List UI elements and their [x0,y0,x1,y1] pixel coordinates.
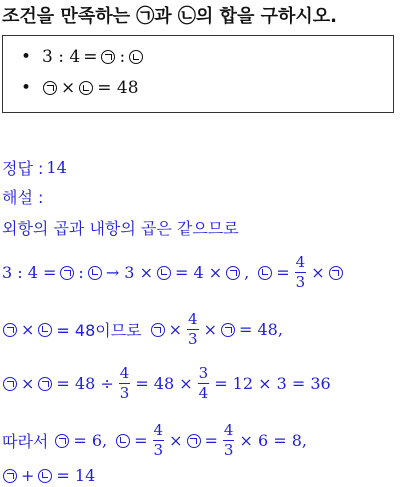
times: × [169,431,183,450]
equals-48-text: = 48이므로 [56,321,142,340]
circled-nieun-icon [88,266,102,280]
condition-1 [21,47,144,67]
equals: = [276,263,290,282]
circled-nieun-icon [157,266,171,280]
fraction-4-3 [119,366,131,401]
colon: : [78,263,84,282]
denominator: 3 [153,441,164,459]
equals-6: = 6, [73,431,108,450]
denominator: 3 [295,273,306,291]
ratio-left: 3 : 4 [42,47,81,67]
question-text: 조건을 만족하는 ㉠과 ㉡의 합을 구하시오. [2,6,337,27]
comma: , [244,263,250,282]
circled-giyeok-icon [43,81,57,95]
circled-nieun-icon [116,434,130,448]
circled-giyeok-icon [55,434,69,448]
circled-giyeok-icon [3,323,17,337]
result-36: = 12 × 3 = 36 [214,374,331,393]
circled-giyeok-icon [3,377,17,391]
equals: = [204,431,218,450]
numerator: 3 [198,364,209,382]
multiply-step: = 48 × [135,374,193,393]
times: × [203,320,217,339]
answer-label: 정답 : [2,159,44,178]
circled-giyeok-icon [329,266,343,280]
arrow-step: → 3 × [105,263,153,282]
times: × [168,320,183,339]
explanation-line-5 [2,423,307,458]
fraction-4-3 [295,255,307,290]
circled-giyeok-icon [187,434,201,448]
circled-nieun-icon [38,323,52,337]
result-8: × 6 = 8, [239,431,307,450]
divide-step: = 48 ÷ [56,374,114,393]
denominator: 4 [198,384,209,402]
times: × [61,78,76,98]
explanation-line-1: 외항의 곱과 내항의 곱은 같으므로 [2,219,239,238]
explanation-line-4 [2,366,331,401]
sum-14: = 14 [56,466,96,485]
answer-line [2,156,67,179]
equals-48: = 48 [97,78,139,98]
denominator: 3 [119,384,130,402]
circled-giyeok-icon [60,266,74,280]
answer-value: 14 [46,158,67,177]
denominator: 3 [223,441,234,459]
therefore-label: 따라서 [2,432,49,451]
equals-step: = 4 × [174,263,223,282]
explanation-line-3 [2,312,283,347]
explanation-label: 해설 : [2,188,44,207]
circled-nieun-icon [258,266,272,280]
plus: + [21,466,35,485]
equals: = [134,431,148,450]
equals: = [83,47,98,67]
circled-giyeok-icon [101,50,115,64]
explanation-line-2 [2,255,344,290]
circled-nieun-icon [129,50,143,64]
circled-giyeok-icon [221,323,235,337]
circled-giyeok-icon [3,469,17,483]
circled-giyeok-icon [226,266,240,280]
condition-2 [21,78,139,98]
bullet: • [21,78,32,98]
fraction-3-4 [198,366,210,401]
times: × [21,374,35,393]
circled-giyeok-icon [38,377,52,391]
numerator: 4 [295,253,306,271]
times: × [311,263,325,282]
numerator: 4 [119,364,130,382]
circled-nieun-icon [38,469,52,483]
fraction-4-3 [223,423,235,458]
numerator: 4 [223,421,234,439]
circled-giyeok-icon [151,323,165,337]
colon: : [119,47,126,67]
numerator: 4 [188,310,198,328]
denominator: 3 [188,330,198,348]
conditions-box [2,35,394,113]
explanation-line-6 [2,466,95,485]
ratio-text: 3 : 4 = [2,263,57,282]
fraction-4-3 [153,423,165,458]
fraction-4-3 [187,312,199,347]
bullet: • [21,47,32,67]
equals-48: = 48, [239,320,283,339]
circled-nieun-icon [79,81,93,95]
times: × [21,320,35,339]
numerator: 4 [153,421,164,439]
